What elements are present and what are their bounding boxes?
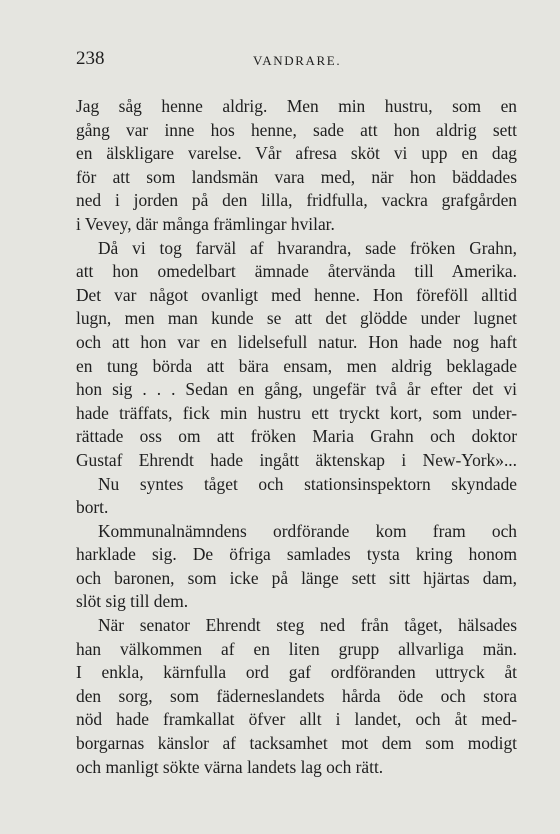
text-line: Jag såg henne aldrig. Men min hustru, som en (76, 96, 517, 116)
text-line: lugn, men man kunde se att det glödde under lugnet (76, 308, 517, 329)
text-line: borgarnas känslor af tacksamhet mot dem som modigt (76, 733, 517, 754)
text-line: en tung börda att bära ensam, men aldrig beklagade (76, 355, 517, 376)
page-number: 238 (76, 48, 105, 69)
text-line: i Vevey, där många främlingar hvilar. (76, 213, 335, 234)
text-line: bort. (76, 497, 109, 518)
text-line: ned i jorden på den lilla, fridfulla, vackra grafgården (76, 190, 517, 211)
text-line: slöt sig till dem. (76, 591, 189, 612)
text-line: hade träffats, fick min hustru ett tryckt kort, som under- (76, 402, 517, 423)
running-head: VANDRARE. (253, 53, 342, 68)
text-line: Nu syntes tåget och stationsinspektorn skyndade (98, 473, 517, 494)
text-line: rättade oss om att fröken Maria Grahn och doktor (76, 426, 517, 447)
text-line: den sorg, som fäderneslandets hårda öde och stora (76, 685, 517, 706)
text-line: gång var inne hos henne, sade att hon aldrig sett (76, 119, 517, 140)
text-line: När senator Ehrendt steg ned från tåget, hälsades (98, 615, 517, 636)
body-text (76, 95, 517, 779)
text-line: och att hon var en lidelsefull natur. Hon hade nog haft (76, 331, 517, 352)
text-line: han välkommen af en liten grupp allvarliga män. (76, 638, 517, 659)
text-line: och baronen, som icke på länge sett sitt hjärtas dam, (76, 567, 517, 588)
text-line: Då vi tog farväl af hvarandra, sade fröken Grahn, (98, 237, 517, 258)
text-line: att hon omedelbart ämnade återvända till Amerika. (76, 261, 517, 282)
text-line: I enkla, kärnfulla ord gaf ordföranden uttryck åt (76, 662, 517, 683)
text-line: för att som landsmän vara med, när hon bäddades (76, 166, 517, 187)
text-line: Gustaf Ehrendt hade ingått äktenskap i New-York»... (76, 449, 517, 470)
page-header (76, 48, 516, 74)
text-line: en älskligare varelse. Vår afresa sköt vi upp en dag (76, 143, 517, 164)
text-line: harklade sig. De öfriga samlades tysta kring honom (76, 544, 517, 565)
text-line: Kommunalnämndens ordförande kom fram och (98, 520, 517, 541)
text-line: och manligt sökte värna landets lag och rätt. (76, 756, 384, 777)
text-line: Det var något ovanligt med henne. Hon föreföll alltid (76, 284, 517, 305)
text-line: nöd hade framkallat öfver allt i landet, och åt med- (76, 709, 517, 730)
text-line: hon sig . . . Sedan en gång, ungefär två år efter det vi (76, 379, 517, 400)
